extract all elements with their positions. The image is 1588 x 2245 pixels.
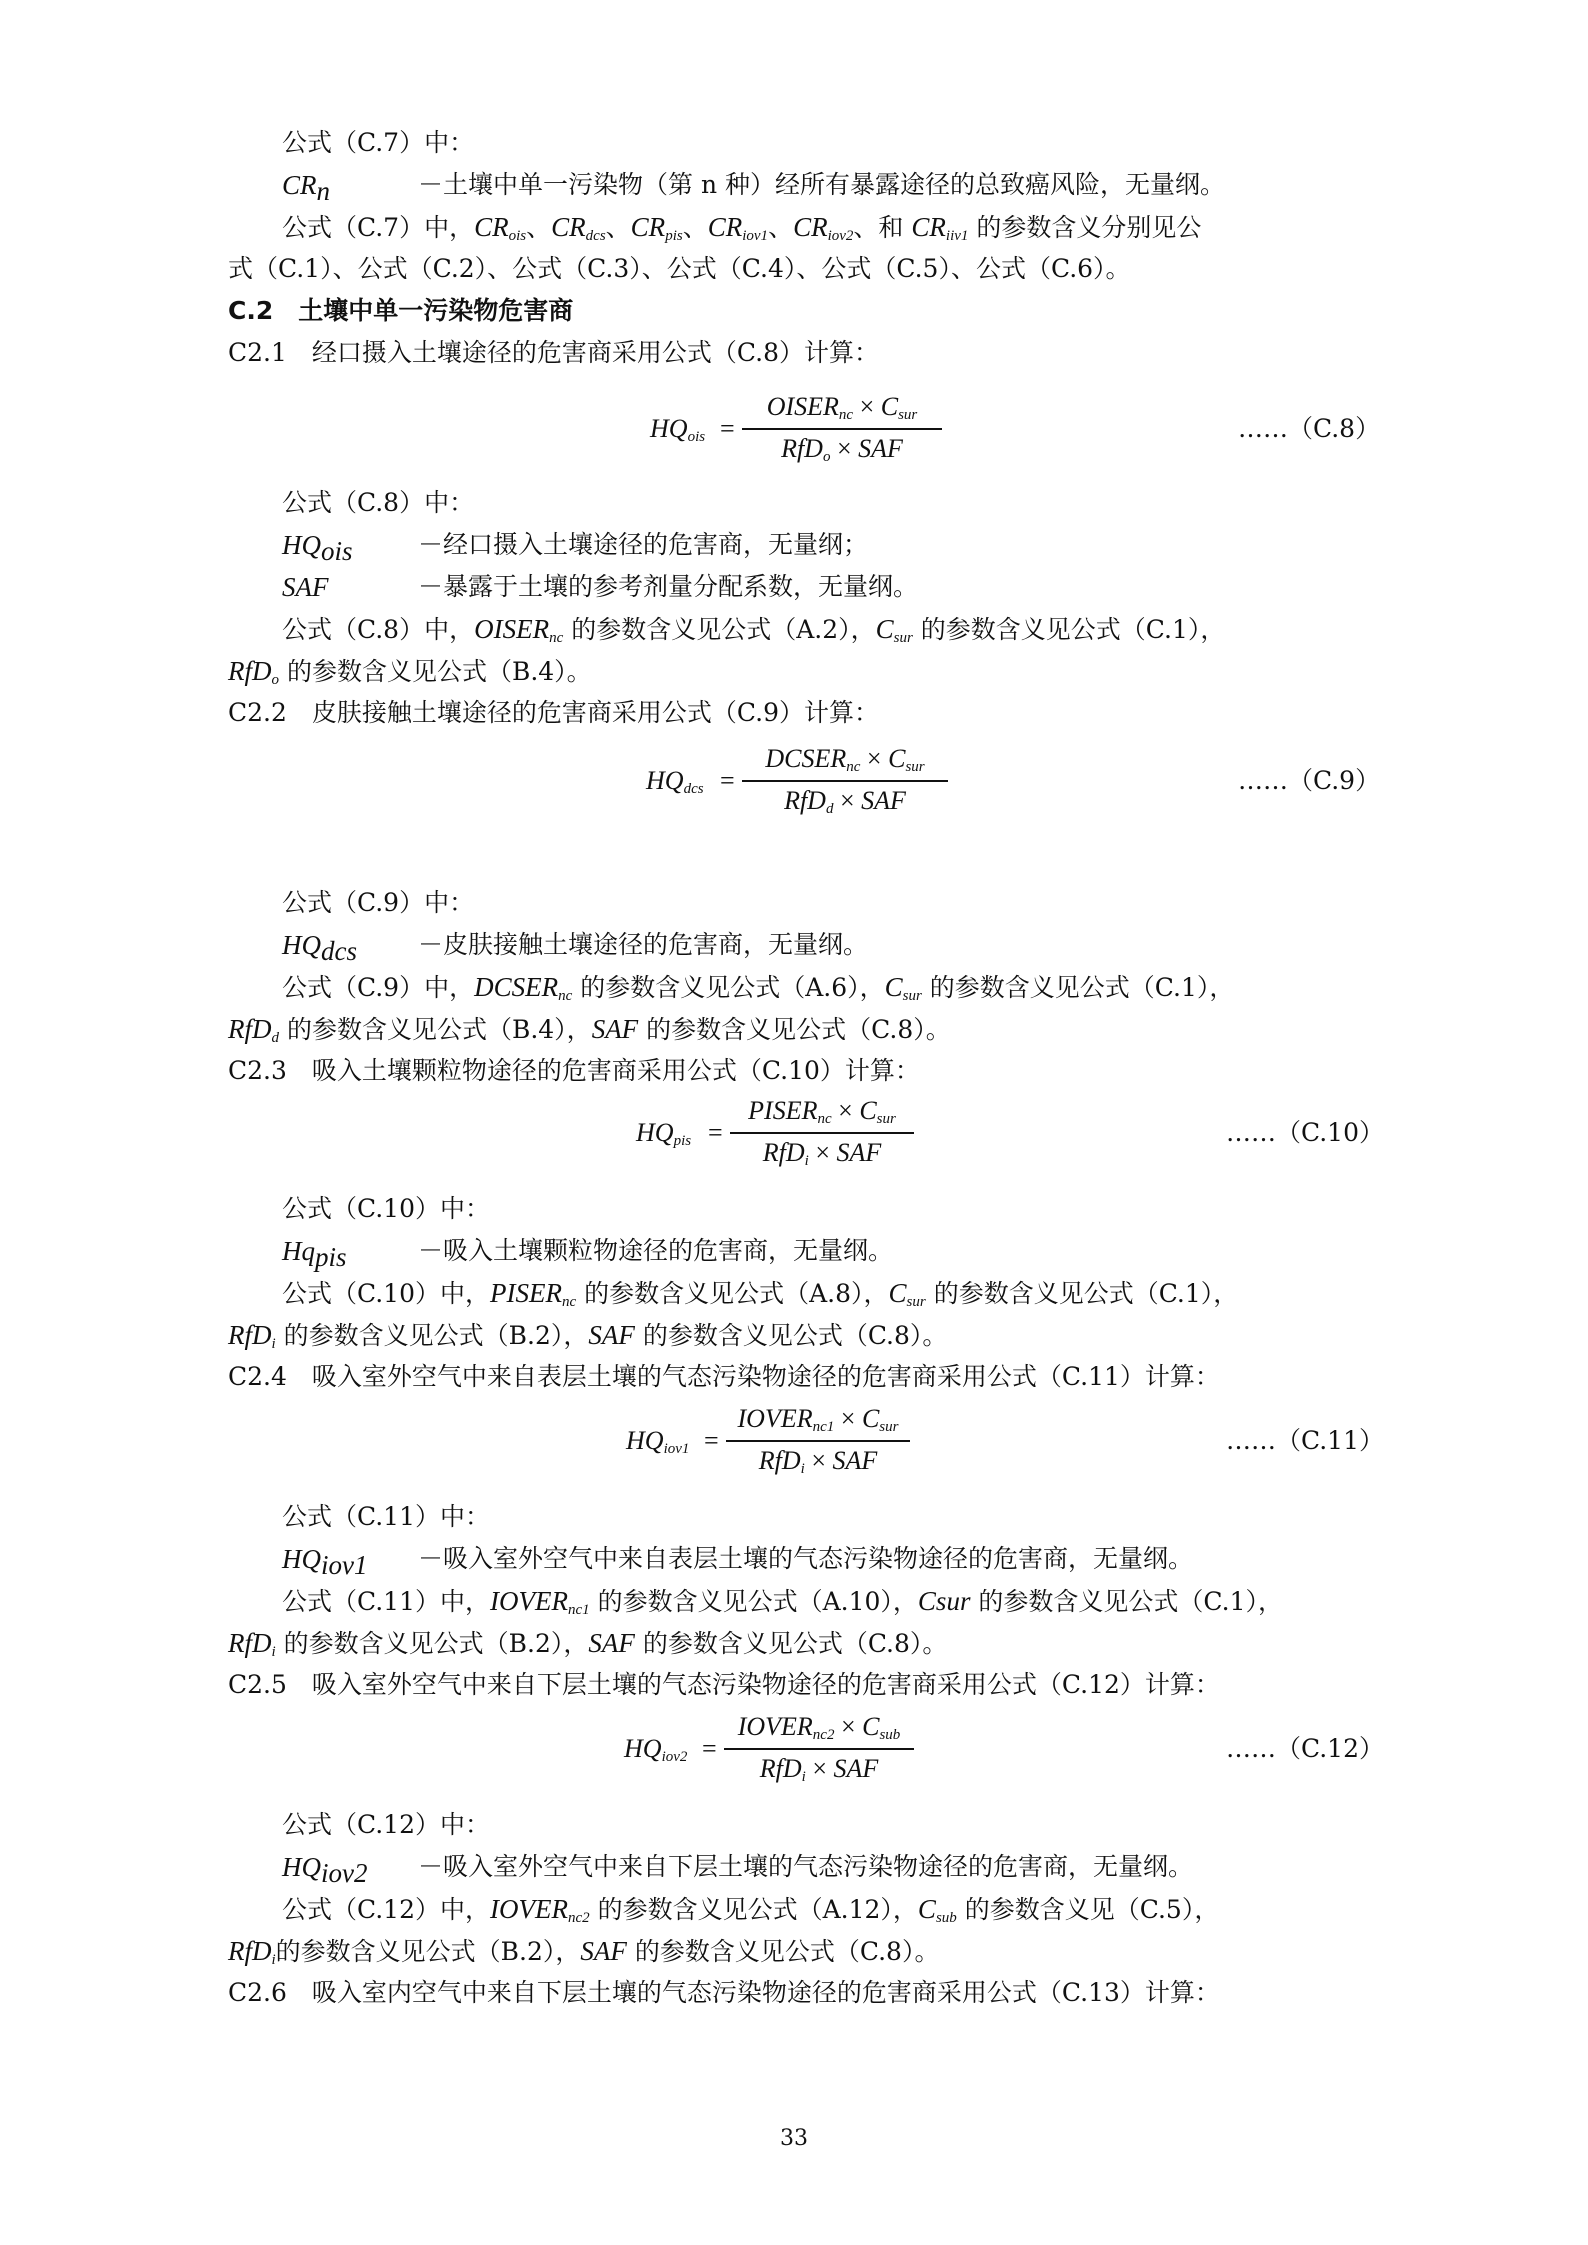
- eqno-c10: ……（C.10）: [1226, 1118, 1384, 1147]
- symbol-hqdcs: $HQ_{dcs}$: [282, 930, 357, 966]
- symbol-hqpis: $Hq_{pis}$: [282, 1236, 347, 1272]
- equation-c12: $HQ_{iov2}$ = $IOVER_{nc2} \times C_{sub}$ RfD$_i$ × SAF: [624, 1712, 954, 1794]
- equation-c9: $HQ_{dcs}$ = $DCSER_{nc} \times C_{sur}$ RfD$_d$ × SAF: [646, 744, 956, 826]
- note-c9-cont: RfD$_d$ 的参数含义见公式（B.4），SAF 的参数含义见公式（C.8）。: [228, 1014, 951, 1046]
- symbol-saf: SAF: [282, 572, 329, 602]
- note-c7-cont: 式（C.1）、公式（C.2）、公式（C.3）、公式（C.4）、公式（C.5）、公式（C.6）。: [228, 254, 1131, 283]
- note-c7: 公式（C.7）中，$CR_{ois}$、$CR_{dcs}$、$CR_{pis}$、$CR_{iov1}$、$CR_{iov2}$、和 $CR_{iiv1}$ 的参数含义分别见公: [282, 212, 1202, 244]
- c21-intro: C2.1 经口摄入土壤途径的危害商采用公式（C.8）计算：: [228, 338, 879, 367]
- def-hqdcs: $HQ_{dcs}$ －皮肤接触土壤途径的危害商，无量纲。: [282, 930, 869, 966]
- c23-intro: C2.3 吸入土壤颗粒物途径的危害商采用公式（C.10）计算：: [228, 1056, 920, 1085]
- eqno-c9: ……（C.9）: [1238, 766, 1381, 795]
- section-heading-c2: C.2 土壤中单一污染物危害商: [228, 296, 574, 325]
- def-hqiov1: $HQ_{iov1}$ －吸入室外空气中来自表层土壤的气态污染物途径的危害商，无量纲。: [282, 1544, 1194, 1580]
- note-c12-cont: RfD$_i$的参数含义见公式（B.2），SAF 的参数含义见公式（C.8）。: [228, 1936, 940, 1968]
- where-c9: 公式（C.9）中：: [282, 888, 475, 917]
- equation-c10: $HQ_{pis}$ = $PISER_{nc} \times C_{sur}$ RfD$_i$ × SAF: [636, 1096, 936, 1178]
- note-c9: 公式（C.9）中，$DCSER_{nc}$ 的参数含义见公式（A.6），$C_{sur}$ 的参数含义见公式（C.1），: [282, 972, 1235, 1004]
- symbol-hqois: $HQ_{ois}$: [282, 530, 353, 566]
- where-c7: 公式（C.7）中：: [282, 128, 475, 157]
- note-c11: 公式（C.11）中，$IOVER_{nc1}$ 的参数含义见公式（A.10），Csur 的参数含义见公式（C.1），: [282, 1586, 1283, 1618]
- symbol-crn: $CR_n$: [282, 170, 331, 206]
- eqno-c11: ……（C.11）: [1226, 1426, 1384, 1455]
- def-hqois: $HQ_{ois}$ －经口摄入土壤途径的危害商，无量纲；: [282, 530, 869, 566]
- note-c8: 公式（C.8）中，$OISER_{nc}$ 的参数含义见公式（A.2），$C_{sur}$ 的参数含义见公式（C.1），: [282, 614, 1226, 646]
- where-c8: 公式（C.8）中：: [282, 488, 475, 517]
- def-hqpis: $Hq_{pis}$ －吸入土壤颗粒物途径的危害商，无量纲。: [282, 1236, 894, 1272]
- c24-intro: C2.4 吸入室外空气中来自表层土壤的气态污染物途径的危害商采用公式（C.11）计算：: [228, 1362, 1220, 1391]
- page-number: 33: [780, 2126, 808, 2151]
- equation-c11: $HQ_{iov1}$ = $IOVER_{nc1} \times C_{sur}$ RfD$_i$ × SAF: [626, 1404, 946, 1486]
- equation-c8: $HQ_{ois}$ = $OISER_{nc} \times C_{sur}$ RfD$_o$ × SAF: [650, 392, 950, 474]
- where-c11: 公式（C.11）中：: [282, 1502, 490, 1531]
- symbol-hqiov2: $HQ_{iov2}$: [282, 1852, 368, 1888]
- def-crn: [0, 168, 1588, 206]
- note-c11-cont: RfD$_i$ 的参数含义见公式（B.2），SAF 的参数含义见公式（C.8）。: [228, 1628, 948, 1660]
- note-c10-cont: RfD$_i$ 的参数含义见公式（B.2），SAF 的参数含义见公式（C.8）。: [228, 1320, 948, 1352]
- def-saf: SAF －暴露于土壤的参考剂量分配系数，无量纲。: [282, 572, 919, 602]
- note-c12: 公式（C.12）中，$IOVER_{nc2}$ 的参数含义见公式（A.12），$C_{sub}$ 的参数含义见（C.5），: [282, 1894, 1220, 1926]
- note-c10: 公式（C.10）中，$PISER_{nc}$ 的参数含义见公式（A.8），$C_{sur}$ 的参数含义见公式（C.1），: [282, 1278, 1239, 1310]
- c22-intro: C2.2 皮肤接触土壤途径的危害商采用公式（C.9）计算：: [228, 698, 879, 727]
- def-hqiov2: $HQ_{iov2}$ －吸入室外空气中来自下层土壤的气态污染物途径的危害商，无量纲。: [282, 1852, 1194, 1888]
- symbol-hqiov1: $HQ_{iov1}$: [282, 1544, 368, 1580]
- eqno-c8: ……（C.8）: [1238, 414, 1381, 443]
- def-crn-text: －土壤中单一污染物（第 n 种）经所有暴露途径的总致癌风险，无量纲。: [418, 170, 1225, 199]
- eqno-c12: ……（C.12）: [1226, 1734, 1384, 1763]
- note-c8-cont: RfD$_o$ 的参数含义见公式（B.4）。: [228, 656, 592, 688]
- c26-intro: C2.6 吸入室内空气中来自下层土壤的气态污染物途径的危害商采用公式（C.13）计算：: [228, 1978, 1220, 2007]
- where-c10: 公式（C.10）中：: [282, 1194, 490, 1223]
- c25-intro: C2.5 吸入室外空气中来自下层土壤的气态污染物途径的危害商采用公式（C.12）计算：: [228, 1670, 1220, 1699]
- where-c12: 公式（C.12）中：: [282, 1810, 490, 1839]
